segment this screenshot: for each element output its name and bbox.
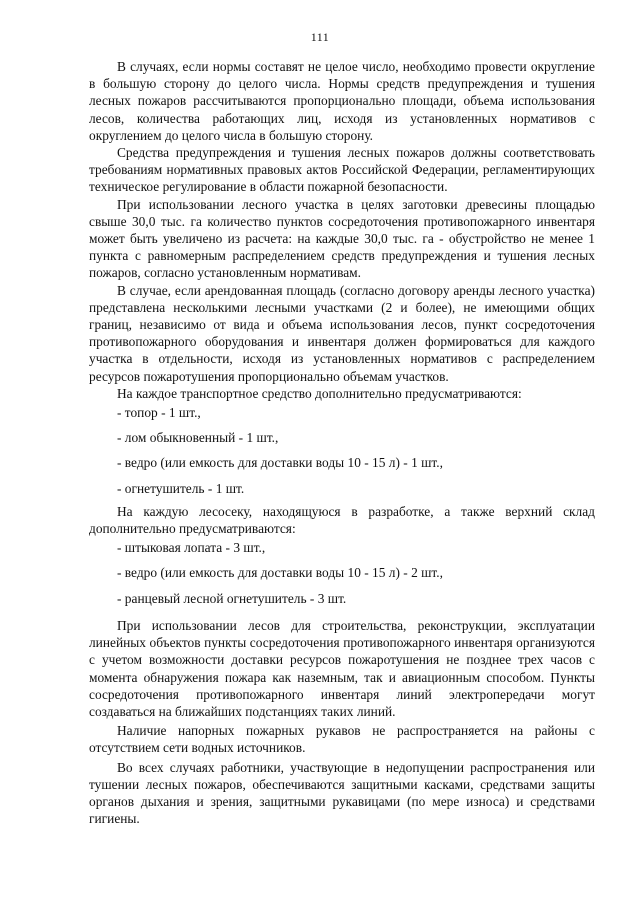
paragraph-regulatory-requirements: Средства предупреждения и тушения лесных пожаров должны соответствовать требованиям нормативных правовых актов Российской Федерации, регламентирующих техническое регулирование в области пожарной безопасности. <box>89 145 595 195</box>
list-item: - ведро (или емкость для доставки воды 10 - 15 л) - 1 шт., <box>117 455 443 471</box>
list-item: - ранцевый лесной огнетушитель - 3 шт. <box>117 590 347 606</box>
paragraph-timber-harvesting: При использовании лесного участка в целях заготовки древесины площадью свыше 30,0 тыс. га количество пунктов сосредоточения противопожарного инвентаря может быть увеличено из расчета: на каждые 30,0 тыс. га - обустройство не менее 1 пункта с равномерным распределением средств предупреждения и тушения лесных пожаров, согласно установленным нормативам. <box>89 196 595 281</box>
paragraph-rounding-rules: В случаях, если нормы составят не целое число, необходимо провести округление в большую сторону до целого числа. Нормы средств предупреждения и тушения лесных пожаров рассчитываются пропорционально площади, объема использования лесов, количества работающих лиц, исходя из установленных нормативов с округлением до целого числа в большую сторону. <box>89 59 595 143</box>
paragraph-cutting-area-intro: На каждую лесосеку, находящуюся в разработке, а также верхний склад дополнительно предусматриваются: <box>89 503 595 537</box>
list-item: - лом обыкновенный - 1 шт., <box>117 430 279 446</box>
vehicle-equipment-list <box>89 402 595 501</box>
list-item: - ведро (или емкость для доставки воды 10 - 15 л) - 2 шт., <box>117 565 443 581</box>
paragraph-linear-objects: При использовании лесов для строительства, реконструкции, эксплуатации линейных объектов пункты сосредоточения противопожарного инвентаря организуются с учетом возможности доставки ресурсов пожаротушения не позднее трех часов с момента обнаружения пожара как наземным, так и авиационным способом. Пункты сосредоточения противопожарного инвентаря линий электропередачи могут создаваться на ближайших подстанциях таких линий. <box>89 617 595 719</box>
cutting-area-equipment-list <box>89 537 595 611</box>
paragraph-worker-protection: Во всех случаях работники, участвующие в недопущении распространения или тушении лесных пожаров, обеспечиваются защитными касками, средствами защиты органов дыхания и зрения, защитными рукавицами (по мере износа) и средствами гигиены. <box>89 759 595 827</box>
page-number: 111 <box>310 30 330 44</box>
paragraph-fire-hoses: Наличие напорных пожарных рукавов не распространяется на районы с отсутствием сети водных источников. <box>89 723 595 756</box>
paragraph-vehicle-equipment-intro: На каждое транспортное средство дополнительно предусматриваются: <box>117 385 522 401</box>
paragraph-multiple-plots: В случае, если арендованная площадь (согласно договору аренды лесного участка) представлена несколькими лесными участками (2 и более), не имеющими общих границ, независимо от вида и объема использования лесов, пункт сосредоточения противопожарного оборудования и инвентаря должен формироваться для каждого участка в отдельности, исходя из установленных нормативов с распределением ресурсов пожаротушения пропорционально объемам участков. <box>89 282 595 384</box>
list-item: - огнетушитель - 1 шт. <box>117 480 245 496</box>
list-item: - штыковая лопата - 3 шт., <box>117 540 266 556</box>
list-item: - топор - 1 шт., <box>117 405 201 421</box>
document-body <box>89 58 595 827</box>
